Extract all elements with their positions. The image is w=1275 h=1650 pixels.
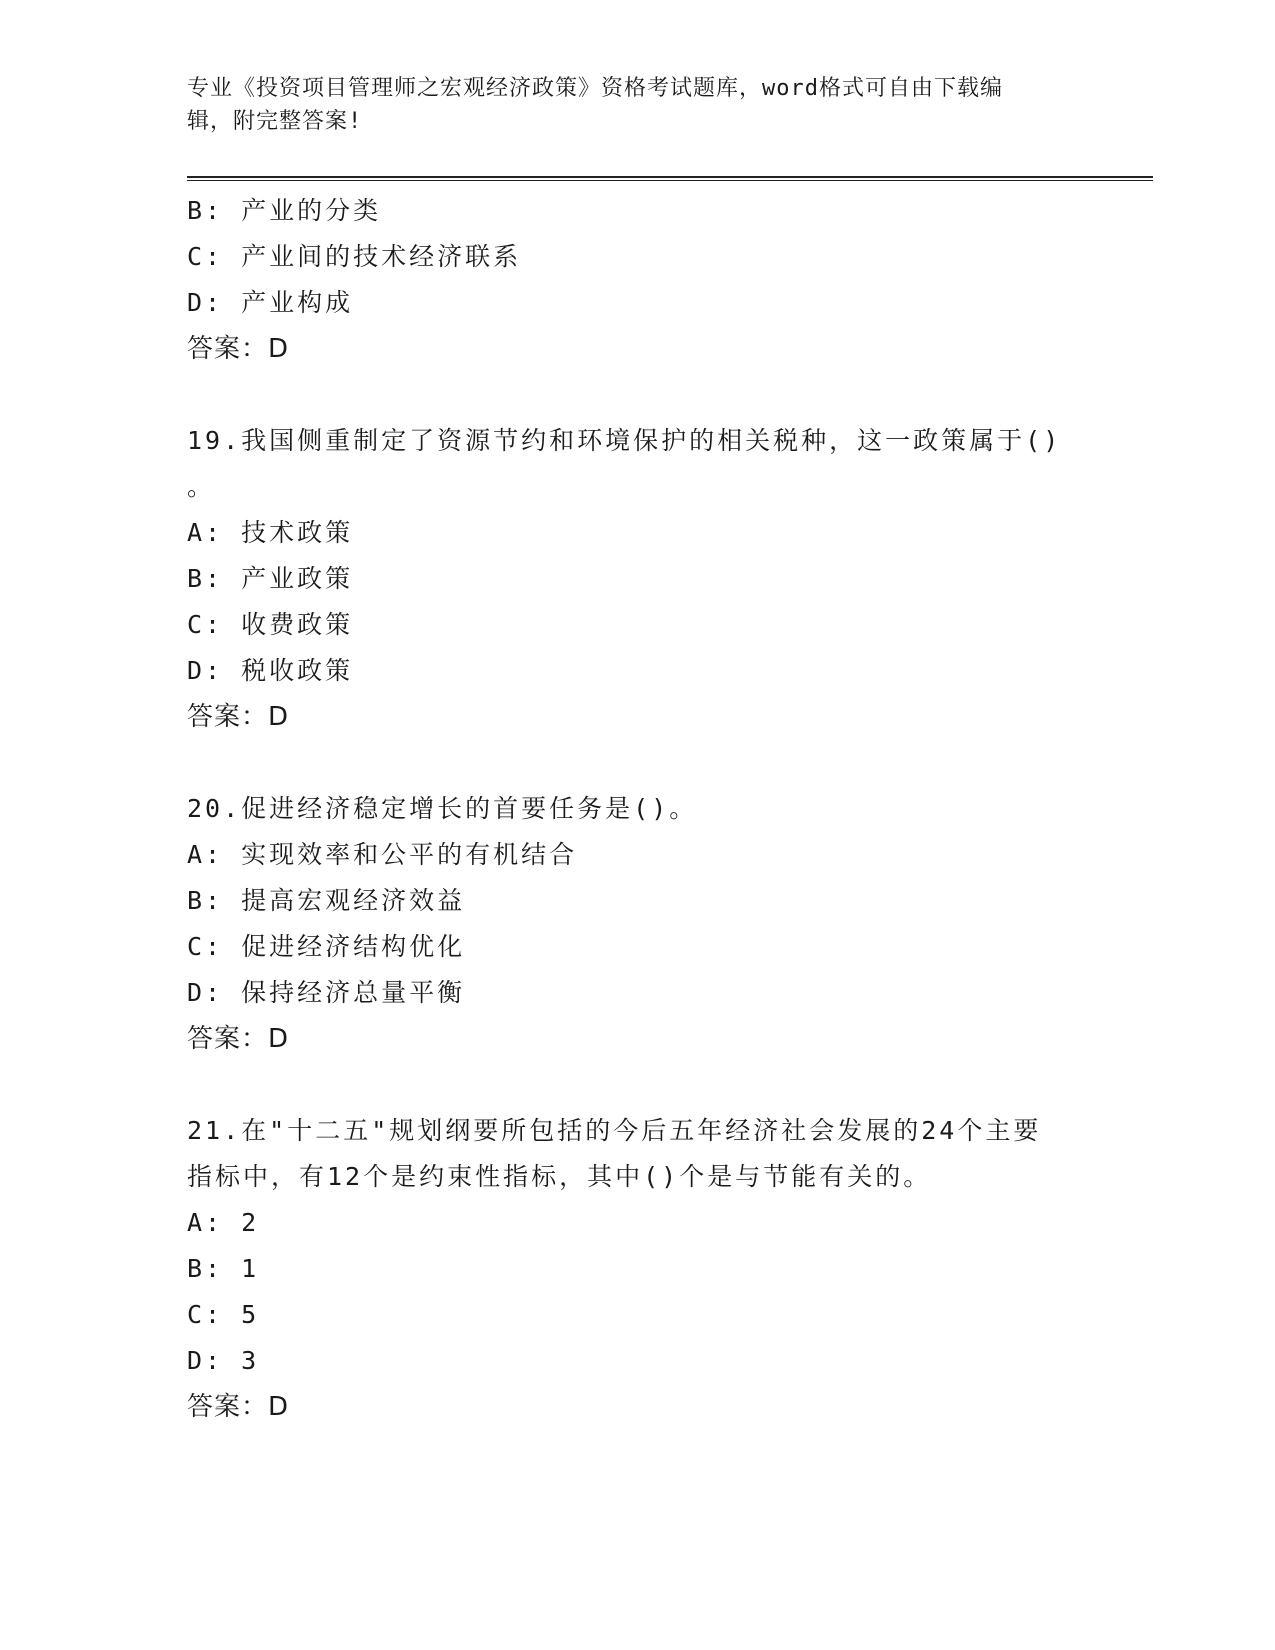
option-d: D: 税收政策 xyxy=(187,656,354,685)
question-stem: 20.促进经济稳定增长的首要任务是()。 xyxy=(187,794,698,823)
question-stem-continuation: 。 xyxy=(187,472,213,501)
option-c: C: 收费政策 xyxy=(187,610,354,639)
question-list xyxy=(187,188,1087,1430)
option-d: D: 保持经济总量平衡 xyxy=(187,978,466,1007)
option-c: C: 产业间的技术经济联系 xyxy=(187,242,522,271)
option-a: A: 实现效率和公平的有机结合 xyxy=(187,840,578,869)
spacer xyxy=(187,740,1087,786)
header-line-2: 辑，附完整答案! xyxy=(187,109,363,134)
question-stem: 19.我国侧重制定了资源节约和环境保护的相关税种，这一政策属于() xyxy=(187,426,1062,455)
option-b: B: 产业的分类 xyxy=(187,196,382,225)
option-d: D: 3 xyxy=(187,1346,260,1375)
answer: 答案：D xyxy=(187,1392,290,1422)
question-19 xyxy=(187,418,1087,740)
option-c: C: 促进经济结构优化 xyxy=(187,932,466,961)
option-b: B: 1 xyxy=(187,1254,260,1283)
header-line-1: 专业《投资项目管理师之宏观经济政策》资格考试题库，word格式可自由下载编 xyxy=(187,76,1003,101)
option-a: A: 技术政策 xyxy=(187,518,354,547)
spacer xyxy=(187,372,1087,418)
question-18 xyxy=(187,188,1087,372)
answer: 答案：D xyxy=(187,1024,290,1054)
document-header xyxy=(187,72,1067,138)
answer: 答案：D xyxy=(187,334,290,364)
option-a: A: 2 xyxy=(187,1208,260,1237)
option-c: C: 5 xyxy=(187,1300,260,1329)
question-21 xyxy=(187,1108,1087,1430)
option-d: D: 产业构成 xyxy=(187,288,354,317)
question-20 xyxy=(187,786,1087,1062)
spacer xyxy=(187,1062,1087,1108)
header-divider xyxy=(187,176,1153,181)
answer: 答案：D xyxy=(187,702,290,732)
option-b: B: 产业政策 xyxy=(187,564,354,593)
option-b: B: 提高宏观经济效益 xyxy=(187,886,466,915)
question-stem-continuation: 指标中，有12个是约束性指标，其中()个是与节能有关的。 xyxy=(187,1162,932,1191)
question-stem: 21.在"十二五"规划纲要所包括的今后五年经济社会发展的24个主要 xyxy=(187,1116,1042,1145)
